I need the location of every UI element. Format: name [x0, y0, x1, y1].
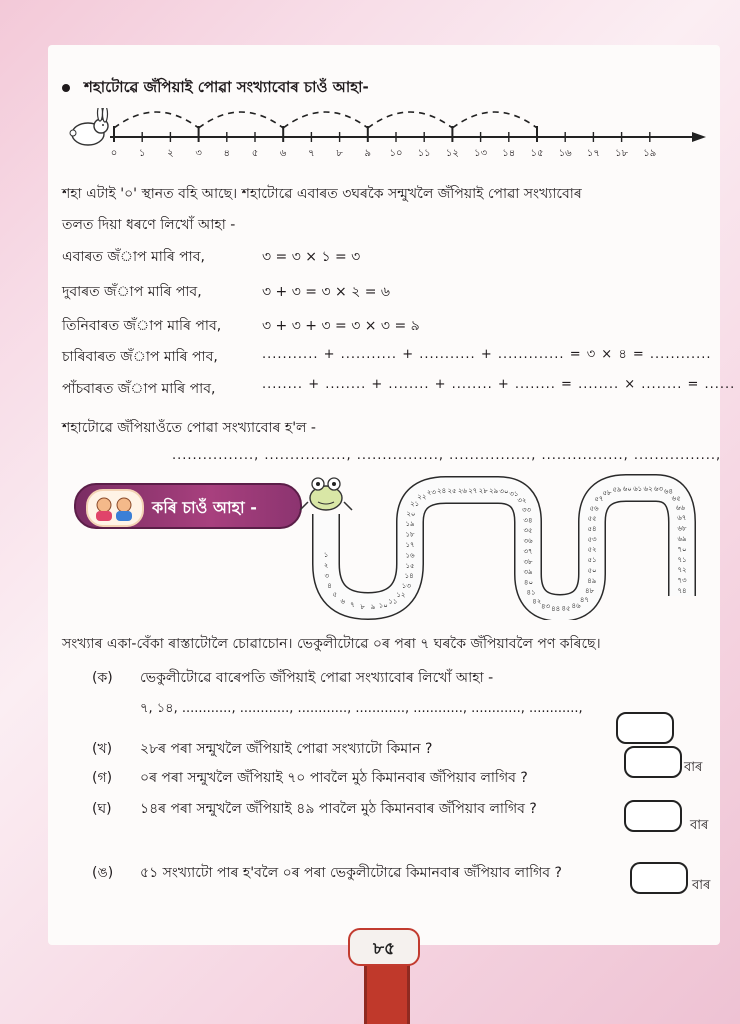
snake-cell-61: ৬১	[633, 485, 643, 493]
question-marker-kha: (খ)	[92, 741, 113, 757]
tick-label-5: ৫	[251, 148, 259, 159]
snake-cell-18: ১৮	[405, 530, 415, 539]
arrow-right-icon	[692, 132, 706, 142]
snake-cell-31: ৩১	[509, 490, 519, 499]
jump-arc-5	[452, 112, 537, 128]
jump-arcs	[114, 112, 537, 128]
snake-cell-50: ৫০	[587, 566, 597, 575]
snake-cell-25: ২৫	[447, 487, 457, 495]
snake-cell-35: ৩৫	[523, 526, 533, 535]
activity-badge	[74, 483, 302, 529]
snake-cell-30: ৩০	[499, 487, 509, 496]
snake-cell-28: ২৮	[478, 487, 488, 495]
unit-label-gha: বাৰ	[690, 818, 709, 833]
tick-label-19: ১৯	[643, 148, 657, 159]
row-label-5: পাঁচবাৰত জঁাপ মাৰি পাব,	[62, 381, 216, 397]
tick-label-0: ০	[110, 148, 118, 159]
snake-cell-4: ৪	[327, 581, 332, 590]
snake-cell-5: ৫	[332, 590, 338, 599]
row-expr-2: ৩ + ৩ = ৩ × ২ = ৬	[262, 284, 391, 300]
snake-cell-3: ৩	[324, 571, 330, 580]
snake-cell-10: ১০	[378, 601, 388, 610]
tick-label-4: ৪	[223, 148, 231, 159]
snake-cell-41: ৪১	[526, 588, 536, 597]
snake-cell-36: ৩৬	[523, 537, 533, 546]
tick-label-12: ১২	[445, 148, 459, 159]
snake-cell-33: ৩৩	[521, 505, 531, 514]
snake-cell-44: ৪৪	[551, 604, 561, 613]
snake-cell-45: ৪৫	[561, 604, 571, 613]
snake-cell-59: ৫৯	[612, 485, 622, 494]
snake-cell-34: ৩৪	[523, 516, 533, 525]
snake-cell-6: ৬	[340, 597, 346, 606]
snake-cell-57: ৫৭	[594, 495, 604, 504]
snake-cell-13: ১৩	[401, 582, 411, 591]
unit-label-nga: বাৰ	[692, 878, 711, 893]
summary-blanks: ................, ................, ................, ................, ................, ................,	[172, 448, 722, 463]
unit-label-ga: বাৰ	[684, 760, 703, 775]
snake-cell-17: ১৭	[405, 540, 415, 549]
answer-box-kha[interactable]	[616, 712, 674, 744]
snake-cell-11: ১১	[388, 597, 398, 606]
snake-cell-24: ২৪	[437, 487, 447, 496]
question-text-gha: ১৪ৰ পৰা সন্মুখলৈ জঁপিয়াই ৪৯ পাবলৈ মুঠ কিমানবাৰ জঁপিয়াব লাগিব ?	[140, 801, 537, 817]
tick-label-6: ৬	[279, 148, 287, 159]
row-expr-5: ........ + ........ + ........ + ........ + ........ = ........ × ........ = ......	[262, 377, 736, 392]
snake-cell-38: ৩৮	[523, 557, 533, 566]
jump-arc-2	[199, 112, 284, 128]
tick-label-1: ১	[138, 148, 146, 159]
snake-cell-52: ৫২	[587, 545, 597, 554]
question-marker-nga: (ঙ)	[92, 865, 114, 881]
snake-cell-67: ৬৭	[677, 514, 687, 523]
tick-label-11: ১১	[417, 148, 431, 159]
tick-label-10: ১০	[389, 148, 403, 159]
answer-box-gha[interactable]	[624, 800, 682, 832]
snake-cell-56: ৫৬	[589, 504, 599, 513]
instruction-text: সংখ্যাৰ একা-বেঁকা ৰাস্তাটোলৈ চোৱাচোন। ভেকুলীটোৱে ০ৰ পৰা ৭ ঘৰকৈ জঁপিয়াবলৈ পণ কৰিছে।	[62, 636, 601, 652]
row-expr-1: ৩ = ৩ × ১ = ৩	[262, 249, 361, 265]
tick-label-13: ১৩	[474, 148, 488, 159]
snake-cell-69: ৬৯	[677, 535, 687, 544]
snake-cell-47: ৪৭	[579, 596, 589, 605]
snake-cell-27: ২৭	[468, 487, 478, 495]
snake-cell-42: ৪২	[532, 597, 542, 606]
page-number-box	[348, 928, 420, 966]
snake-cell-46: ৪৬	[571, 602, 581, 611]
snake-cell-48: ৪৮	[585, 587, 595, 596]
intro-line-1: শহা এটাই '০' স্থানত বহি আছে। শহাটোৱে এবাৰত ৩ঘৰকৈ সন্মুখলৈ জঁপিয়াই পোৱা সংখ্যাবোৰ	[62, 186, 582, 202]
row-label-2: দুবাৰত জঁাপ মাৰি পাব,	[62, 284, 202, 300]
snake-cell-22: ২২	[417, 492, 427, 501]
answer-box-nga[interactable]	[630, 862, 688, 894]
number-snake	[296, 468, 706, 620]
question-marker-ka: (ক)	[92, 670, 113, 686]
frog-icon	[300, 478, 352, 510]
badge-label: কৰি চাওঁ আহা -	[152, 498, 257, 517]
snake-cell-70: ৭০	[677, 545, 687, 554]
row-expr-4: ........... + ........... + ........... + ............. = ৩ × ৪ = ............	[262, 347, 712, 362]
snake-cell-64: ৬৪	[663, 487, 674, 496]
snake-cell-63: ৬৩	[653, 485, 664, 494]
question-marker-gha: (ঘ)	[92, 801, 112, 817]
snake-cell-49: ৪৯	[587, 576, 597, 585]
snake-cell-12: ১২	[396, 590, 406, 599]
snake-cell-58: ৫৮	[602, 488, 612, 497]
section-heading: শহাটোৱে জঁপিয়াই পোৱা সংখ্যাবোৰ চাওঁ আহা-	[84, 78, 369, 96]
snake-cell-23: ২৩	[426, 488, 436, 497]
snake-cell-73: ৭৩	[677, 576, 687, 585]
snake-cell-8: ৮	[360, 602, 365, 611]
tick-label-14: ১৪	[502, 148, 516, 159]
snake-cell-62: ৬২	[643, 485, 653, 493]
snake-cell-29: ২৯	[489, 487, 499, 495]
page-tab-strip	[364, 960, 410, 1024]
snake-cell-39: ৩৯	[523, 568, 533, 577]
snake-cell-37: ৩৭	[523, 547, 533, 556]
tick-label-18: ১৮	[615, 148, 629, 159]
snake-cell-74: ৭৪	[677, 587, 687, 595]
snake-cell-51: ৫১	[587, 556, 597, 565]
snake-cell-21: ২১	[410, 500, 420, 509]
snake-cell-68: ৬৮	[677, 524, 687, 533]
snake-cell-53: ৫৩	[587, 535, 597, 544]
row-label-1: এবাৰত জঁাপ মাৰি পাব,	[62, 249, 205, 265]
jump-arc-3	[283, 112, 368, 128]
snake-cell-71: ৭১	[677, 555, 687, 564]
bullet-icon	[62, 84, 70, 92]
tick-label-3: ৩	[195, 148, 202, 159]
jump-arc-4	[368, 112, 453, 128]
tick-label-16: ১৬	[558, 148, 572, 159]
question-text-kha: ২৮ৰ পৰা সন্মুখলৈ জঁপিয়াই পোৱা সংখ্যাটো কিমান ?	[140, 741, 433, 757]
number-line-labels	[104, 146, 708, 162]
tick-label-8: ৮	[336, 148, 343, 159]
snake-cell-55: ৫৫	[587, 514, 597, 523]
snake-cell-16: ১৬	[405, 551, 415, 560]
row-label-3: তিনিবাৰত জঁাপ মাৰি পাব,	[62, 318, 222, 334]
number-line-ticks	[114, 126, 650, 142]
children-icon	[86, 489, 144, 527]
snake-cell-14: ১৪	[404, 572, 414, 581]
snake-cell-2: ২	[323, 561, 329, 570]
row-expr-3: ৩ + ৩ + ৩ = ৩ × ৩ = ৯	[262, 318, 420, 334]
tick-label-9: ৯	[364, 148, 372, 159]
question-text-ka: ভেকুলীটোৱে বাৰেপতি জঁপিয়াই পোৱা সংখ্যাবোৰ লিখোঁ আহা -	[140, 670, 494, 686]
snake-cell-40: ৪০	[523, 578, 534, 587]
snake-cell-65: ৬৫	[671, 494, 681, 503]
row-label-4: চাৰিবাৰত জঁাপ মাৰি পাব,	[62, 349, 218, 365]
snake-cell-43: ৪৩	[540, 602, 551, 611]
answer-box-ga[interactable]	[624, 746, 682, 778]
snake-cell-1: ১	[323, 551, 329, 559]
jump-arc-1	[114, 112, 199, 128]
snake-cell-20: ২০	[406, 509, 416, 518]
summary-label: শহাটোৱে জঁপিয়াওঁতে পোৱা সংখ্যাবোৰ হ'ল -	[62, 420, 316, 436]
snake-cell-7: ৭	[350, 601, 355, 610]
page-number: ৮৫	[372, 939, 396, 959]
snake-cell-66: ৬৬	[675, 503, 685, 512]
question-text-nga: ৫১ সংখ্যাটো পাৰ হ'বলৈ ০ৰ পৰা ভেকুলীটোৱে কিমানবাৰ জঁপিয়াব লাগিব ?	[140, 865, 562, 881]
question-marker-ga: (গ)	[92, 770, 113, 786]
snake-cell-19: ১৯	[405, 520, 415, 529]
intro-line-2: তলত দিয়া ধৰণে লিখোঁ আহা -	[62, 217, 236, 233]
snake-cell-54: ৫৪	[587, 524, 597, 533]
snake-cell-26: ২৬	[457, 487, 467, 495]
question-text-ga: ০ৰ পৰা সন্মুখলৈ জঁপিয়াই ৭০ পাবলৈ মুঠ কিমানবাৰ জঁপিয়াব লাগিব ?	[140, 770, 528, 786]
question-blanks-ka: ৭, ১৪, ............, ............, ............, ............, ............, ............, ............,	[140, 701, 583, 716]
tick-label-17: ১৭	[586, 148, 600, 159]
snake-cell-72: ৭২	[677, 566, 687, 575]
snake-cell-60: ৬০	[622, 485, 632, 493]
tick-label-15: ১৫	[530, 148, 544, 159]
tick-label-2: ২	[167, 148, 174, 159]
tick-label-7: ৭	[308, 148, 315, 159]
snake-cell-15: ১৫	[405, 561, 415, 570]
snake-cell-32: ৩২	[517, 496, 527, 505]
snake-cell-9: ৯	[370, 602, 376, 611]
